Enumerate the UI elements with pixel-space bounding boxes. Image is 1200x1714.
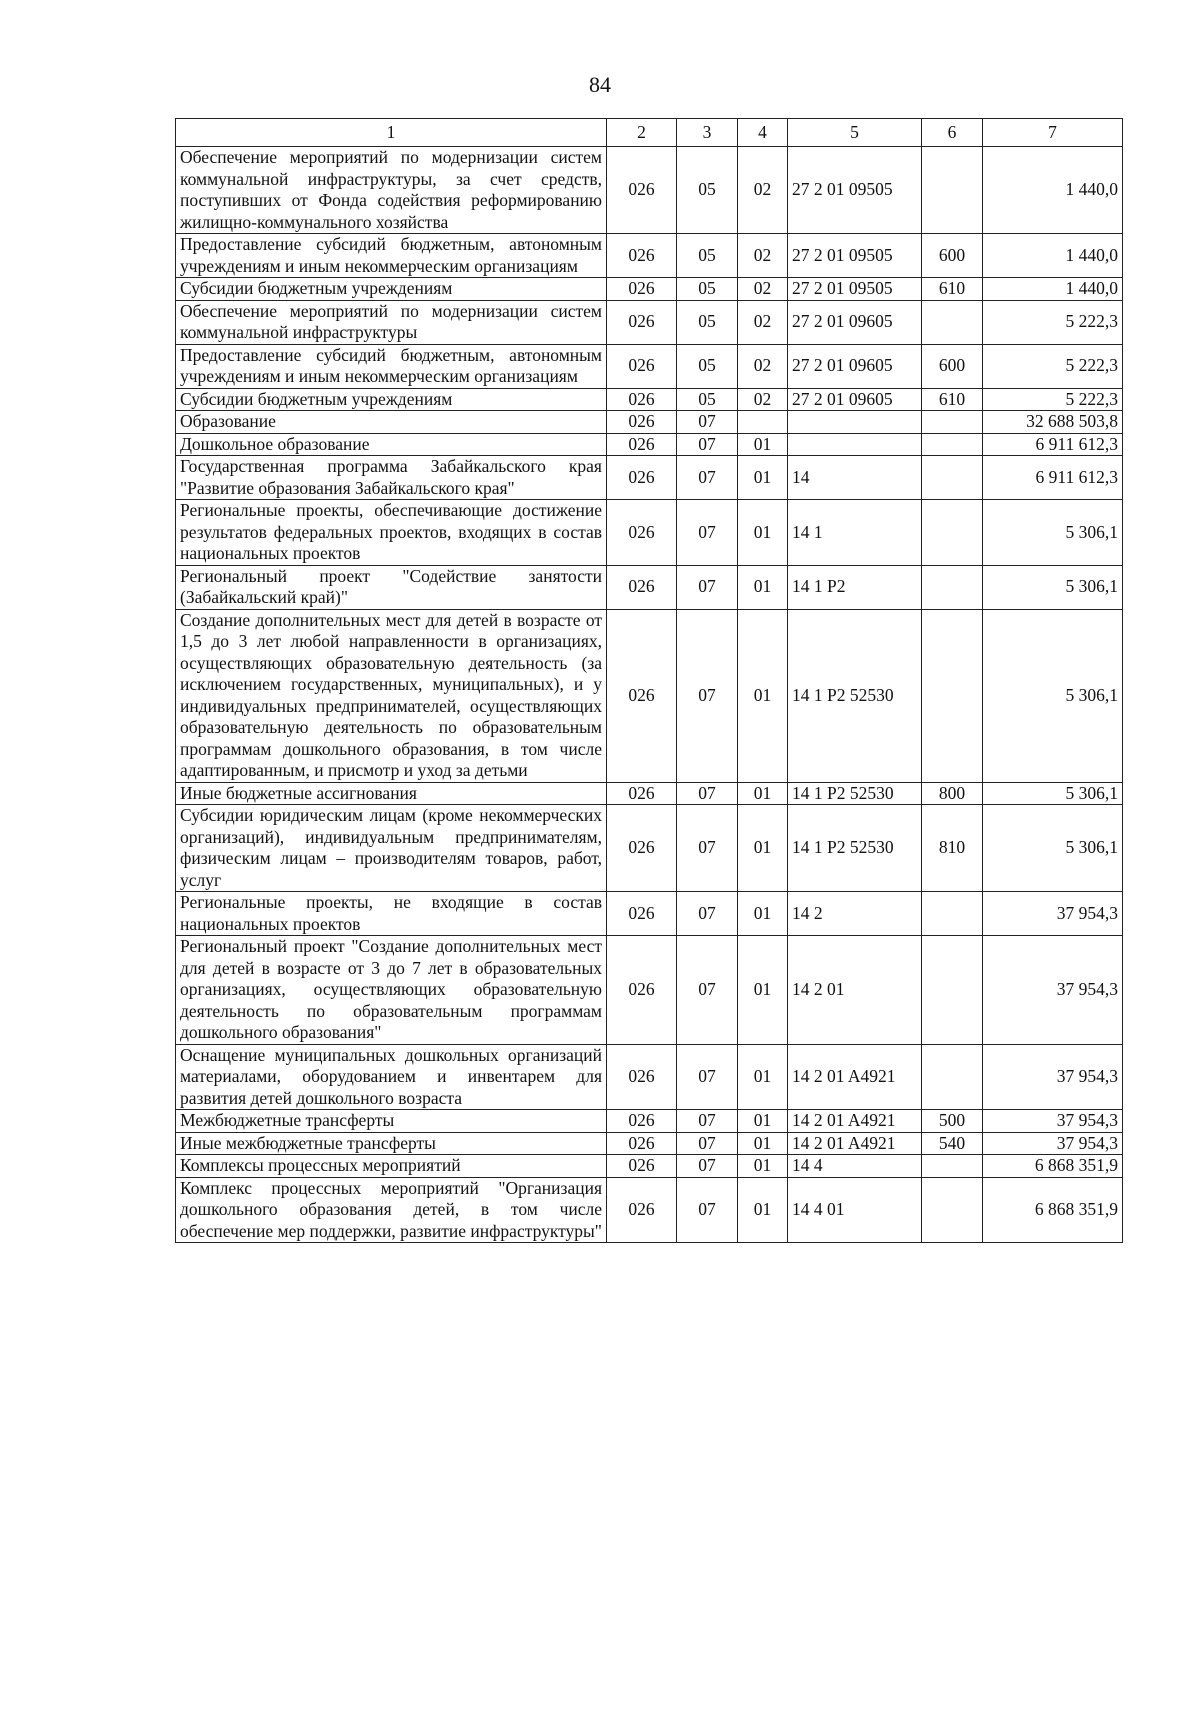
target-article-code: 14 — [788, 456, 922, 500]
section-code: 05 — [677, 344, 738, 388]
section-code: 07 — [677, 936, 738, 1045]
item-name: Региональные проекты, не входящие в состав национальных проектов — [176, 892, 607, 936]
amount: 5 306,1 — [983, 805, 1123, 892]
header-col-3: 3 — [677, 119, 738, 147]
subsection-code: 02 — [738, 344, 788, 388]
table-row — [176, 782, 1123, 805]
expense-type-code — [922, 1155, 983, 1178]
grbs-code: 026 — [607, 609, 677, 782]
table-row — [176, 344, 1123, 388]
expense-type-code — [922, 1044, 983, 1110]
header-col-4: 4 — [738, 119, 788, 147]
subsection-code: 01 — [738, 1155, 788, 1178]
target-article-code: 14 1 P2 52530 — [788, 782, 922, 805]
target-article-code: 27 2 01 09605 — [788, 388, 922, 411]
grbs-code: 026 — [607, 388, 677, 411]
subsection-code: 01 — [738, 892, 788, 936]
table-row — [176, 433, 1123, 456]
budget-table — [175, 118, 1123, 1243]
grbs-code: 026 — [607, 805, 677, 892]
table-row — [176, 892, 1123, 936]
amount: 6 868 351,9 — [983, 1155, 1123, 1178]
table-row — [176, 1155, 1123, 1178]
expense-type-code — [922, 456, 983, 500]
expense-type-code — [922, 609, 983, 782]
table-row — [176, 1177, 1123, 1243]
table-row — [176, 300, 1123, 344]
amount: 6 911 612,3 — [983, 433, 1123, 456]
section-code: 07 — [677, 805, 738, 892]
item-name: Дошкольное образование — [176, 433, 607, 456]
subsection-code: 01 — [738, 1044, 788, 1110]
target-article-code: 14 2 01 A4921 — [788, 1132, 922, 1155]
header-col-1: 1 — [176, 119, 607, 147]
subsection-code: 01 — [738, 1132, 788, 1155]
table-row — [176, 456, 1123, 500]
item-name: Региональный проект "Создание дополнительных мест для детей в возрасте от 3 до 7 лет в образовательных организациях, осуществляющих образовательную деятельность по образовательным программам дошкольного образования" — [176, 936, 607, 1045]
grbs-code: 026 — [607, 892, 677, 936]
target-article-code: 14 4 — [788, 1155, 922, 1178]
expense-type-code: 810 — [922, 805, 983, 892]
table-row — [176, 147, 1123, 234]
subsection-code: 02 — [738, 147, 788, 234]
target-article-code: 27 2 01 09505 — [788, 147, 922, 234]
item-name: Региональный проект "Содействие занятости (Забайкальский край)" — [176, 565, 607, 609]
amount: 5 306,1 — [983, 782, 1123, 805]
amount: 37 954,3 — [983, 1110, 1123, 1133]
item-name: Предоставление субсидий бюджетным, автономным учреждениям и иным некоммерческим организациям — [176, 344, 607, 388]
table-row — [176, 278, 1123, 301]
expense-type-code: 610 — [922, 278, 983, 301]
table-row — [176, 805, 1123, 892]
amount: 5 222,3 — [983, 300, 1123, 344]
amount: 1 440,0 — [983, 147, 1123, 234]
expense-type-code: 600 — [922, 344, 983, 388]
subsection-code: 01 — [738, 609, 788, 782]
item-name: Создание дополнительных мест для детей в возрасте от 1,5 до 3 лет любой направленности в организациях, осуществляющих образовательную деятельность (за исключением государственных, муниципальных), и у индивидуальных предпринимателей, осуществляющих образовательную деятельность по образовательным программам дошкольного образования, в том числе адаптированным, и присмотр и уход за детьми — [176, 609, 607, 782]
grbs-code: 026 — [607, 344, 677, 388]
grbs-code: 026 — [607, 234, 677, 278]
grbs-code: 026 — [607, 411, 677, 434]
table-body — [176, 147, 1123, 1243]
subsection-code: 01 — [738, 565, 788, 609]
subsection-code: 02 — [738, 300, 788, 344]
subsection-code: 02 — [738, 234, 788, 278]
section-code: 05 — [677, 234, 738, 278]
item-name: Государственная программа Забайкальского края "Развитие образования Забайкальского края" — [176, 456, 607, 500]
target-article-code: 14 2 01 — [788, 936, 922, 1045]
grbs-code: 026 — [607, 300, 677, 344]
table-row — [176, 411, 1123, 434]
header-col-6: 6 — [922, 119, 983, 147]
amount: 5 306,1 — [983, 565, 1123, 609]
expense-type-code: 540 — [922, 1132, 983, 1155]
subsection-code: 01 — [738, 433, 788, 456]
section-code: 07 — [677, 411, 738, 434]
table-row — [176, 609, 1123, 782]
grbs-code: 026 — [607, 500, 677, 566]
expense-type-code — [922, 411, 983, 434]
target-article-code: 27 2 01 09605 — [788, 344, 922, 388]
table-row — [176, 234, 1123, 278]
item-name: Образование — [176, 411, 607, 434]
amount: 6 911 612,3 — [983, 456, 1123, 500]
table-row — [176, 1110, 1123, 1133]
target-article-code: 14 4 01 — [788, 1177, 922, 1243]
amount: 5 306,1 — [983, 500, 1123, 566]
expense-type-code — [922, 936, 983, 1045]
grbs-code: 026 — [607, 1155, 677, 1178]
expense-type-code — [922, 1177, 983, 1243]
target-article-code — [788, 411, 922, 434]
grbs-code: 026 — [607, 1132, 677, 1155]
grbs-code: 026 — [607, 147, 677, 234]
amount: 32 688 503,8 — [983, 411, 1123, 434]
subsection-code: 01 — [738, 1110, 788, 1133]
grbs-code: 026 — [607, 278, 677, 301]
grbs-code: 026 — [607, 456, 677, 500]
expense-type-code — [922, 147, 983, 234]
amount: 5 222,3 — [983, 344, 1123, 388]
section-code: 05 — [677, 278, 738, 301]
target-article-code: 14 2 01 A4921 — [788, 1110, 922, 1133]
expense-type-code — [922, 565, 983, 609]
section-code: 07 — [677, 782, 738, 805]
target-article-code — [788, 433, 922, 456]
section-code: 07 — [677, 565, 738, 609]
expense-type-code — [922, 500, 983, 566]
expense-type-code — [922, 300, 983, 344]
section-code: 07 — [677, 1132, 738, 1155]
item-name: Региональные проекты, обеспечивающие достижение результатов федеральных проектов, входящих в состав национальных проектов — [176, 500, 607, 566]
section-code: 07 — [677, 609, 738, 782]
item-name: Обеспечение мероприятий по модернизации систем коммунальной инфраструктуры, за счет средств, поступивших от Фонда содействия реформированию жилищно-коммунального хозяйства — [176, 147, 607, 234]
subsection-code: 01 — [738, 805, 788, 892]
table-row — [176, 936, 1123, 1045]
item-name: Межбюджетные трансферты — [176, 1110, 607, 1133]
item-name: Комплексы процессных мероприятий — [176, 1155, 607, 1178]
section-code: 07 — [677, 1155, 738, 1178]
table-row — [176, 388, 1123, 411]
section-code: 07 — [677, 500, 738, 566]
item-name: Предоставление субсидий бюджетным, автономным учреждениям и иным некоммерческим организациям — [176, 234, 607, 278]
header-col-2: 2 — [607, 119, 677, 147]
subsection-code: 02 — [738, 388, 788, 411]
section-code: 07 — [677, 1044, 738, 1110]
item-name: Субсидии юридическим лицам (кроме некоммерческих организаций), индивидуальным предпринимателям, физическим лицам – производителям товаров, работ, услуг — [176, 805, 607, 892]
expense-type-code — [922, 433, 983, 456]
subsection-code: 01 — [738, 782, 788, 805]
section-code: 05 — [677, 300, 738, 344]
amount: 37 954,3 — [983, 1044, 1123, 1110]
target-article-code: 14 2 — [788, 892, 922, 936]
item-name: Иные межбюджетные трансферты — [176, 1132, 607, 1155]
grbs-code: 026 — [607, 936, 677, 1045]
section-code: 05 — [677, 147, 738, 234]
amount: 1 440,0 — [983, 278, 1123, 301]
item-name: Иные бюджетные ассигнования — [176, 782, 607, 805]
target-article-code: 14 2 01 A4921 — [788, 1044, 922, 1110]
subsection-code — [738, 411, 788, 434]
table-row — [176, 565, 1123, 609]
target-article-code: 14 1 P2 52530 — [788, 609, 922, 782]
amount: 37 954,3 — [983, 1132, 1123, 1155]
expense-type-code — [922, 892, 983, 936]
table-header — [176, 119, 1123, 147]
section-code: 05 — [677, 388, 738, 411]
amount: 37 954,3 — [983, 936, 1123, 1045]
grbs-code: 026 — [607, 1177, 677, 1243]
table-row — [176, 1132, 1123, 1155]
item-name: Комплекс процессных мероприятий "Организация дошкольного образования детей, в том числе обеспечение мер поддержки, развитие инфраструктуры" — [176, 1177, 607, 1243]
header-col-5: 5 — [788, 119, 922, 147]
target-article-code: 14 1 — [788, 500, 922, 566]
grbs-code: 026 — [607, 1110, 677, 1133]
item-name: Оснащение муниципальных дошкольных организаций материалами, оборудованием и инвентарем для развития детей дошкольного возраста — [176, 1044, 607, 1110]
expense-type-code: 800 — [922, 782, 983, 805]
grbs-code: 026 — [607, 782, 677, 805]
subsection-code: 01 — [738, 456, 788, 500]
amount: 6 868 351,9 — [983, 1177, 1123, 1243]
grbs-code: 026 — [607, 433, 677, 456]
page-number: 84 — [589, 72, 611, 97]
grbs-code: 026 — [607, 1044, 677, 1110]
section-code: 07 — [677, 456, 738, 500]
amount: 37 954,3 — [983, 892, 1123, 936]
item-name: Субсидии бюджетным учреждениям — [176, 388, 607, 411]
amount: 5 222,3 — [983, 388, 1123, 411]
expense-type-code: 610 — [922, 388, 983, 411]
target-article-code: 27 2 01 09505 — [788, 278, 922, 301]
section-code: 07 — [677, 1177, 738, 1243]
section-code: 07 — [677, 1110, 738, 1133]
amount: 1 440,0 — [983, 234, 1123, 278]
subsection-code: 01 — [738, 1177, 788, 1243]
subsection-code: 02 — [738, 278, 788, 301]
target-article-code: 27 2 01 09605 — [788, 300, 922, 344]
item-name: Обеспечение мероприятий по модернизации систем коммунальной инфраструктуры — [176, 300, 607, 344]
section-code: 07 — [677, 433, 738, 456]
target-article-code: 14 1 P2 — [788, 565, 922, 609]
item-name: Субсидии бюджетным учреждениям — [176, 278, 607, 301]
target-article-code: 14 1 P2 52530 — [788, 805, 922, 892]
subsection-code: 01 — [738, 500, 788, 566]
target-article-code: 27 2 01 09505 — [788, 234, 922, 278]
table-row — [176, 1044, 1123, 1110]
expense-type-code: 600 — [922, 234, 983, 278]
header-col-7: 7 — [983, 119, 1123, 147]
grbs-code: 026 — [607, 565, 677, 609]
amount: 5 306,1 — [983, 609, 1123, 782]
header-row — [176, 119, 1123, 147]
subsection-code: 01 — [738, 936, 788, 1045]
table-row — [176, 500, 1123, 566]
section-code: 07 — [677, 892, 738, 936]
expense-type-code: 500 — [922, 1110, 983, 1133]
